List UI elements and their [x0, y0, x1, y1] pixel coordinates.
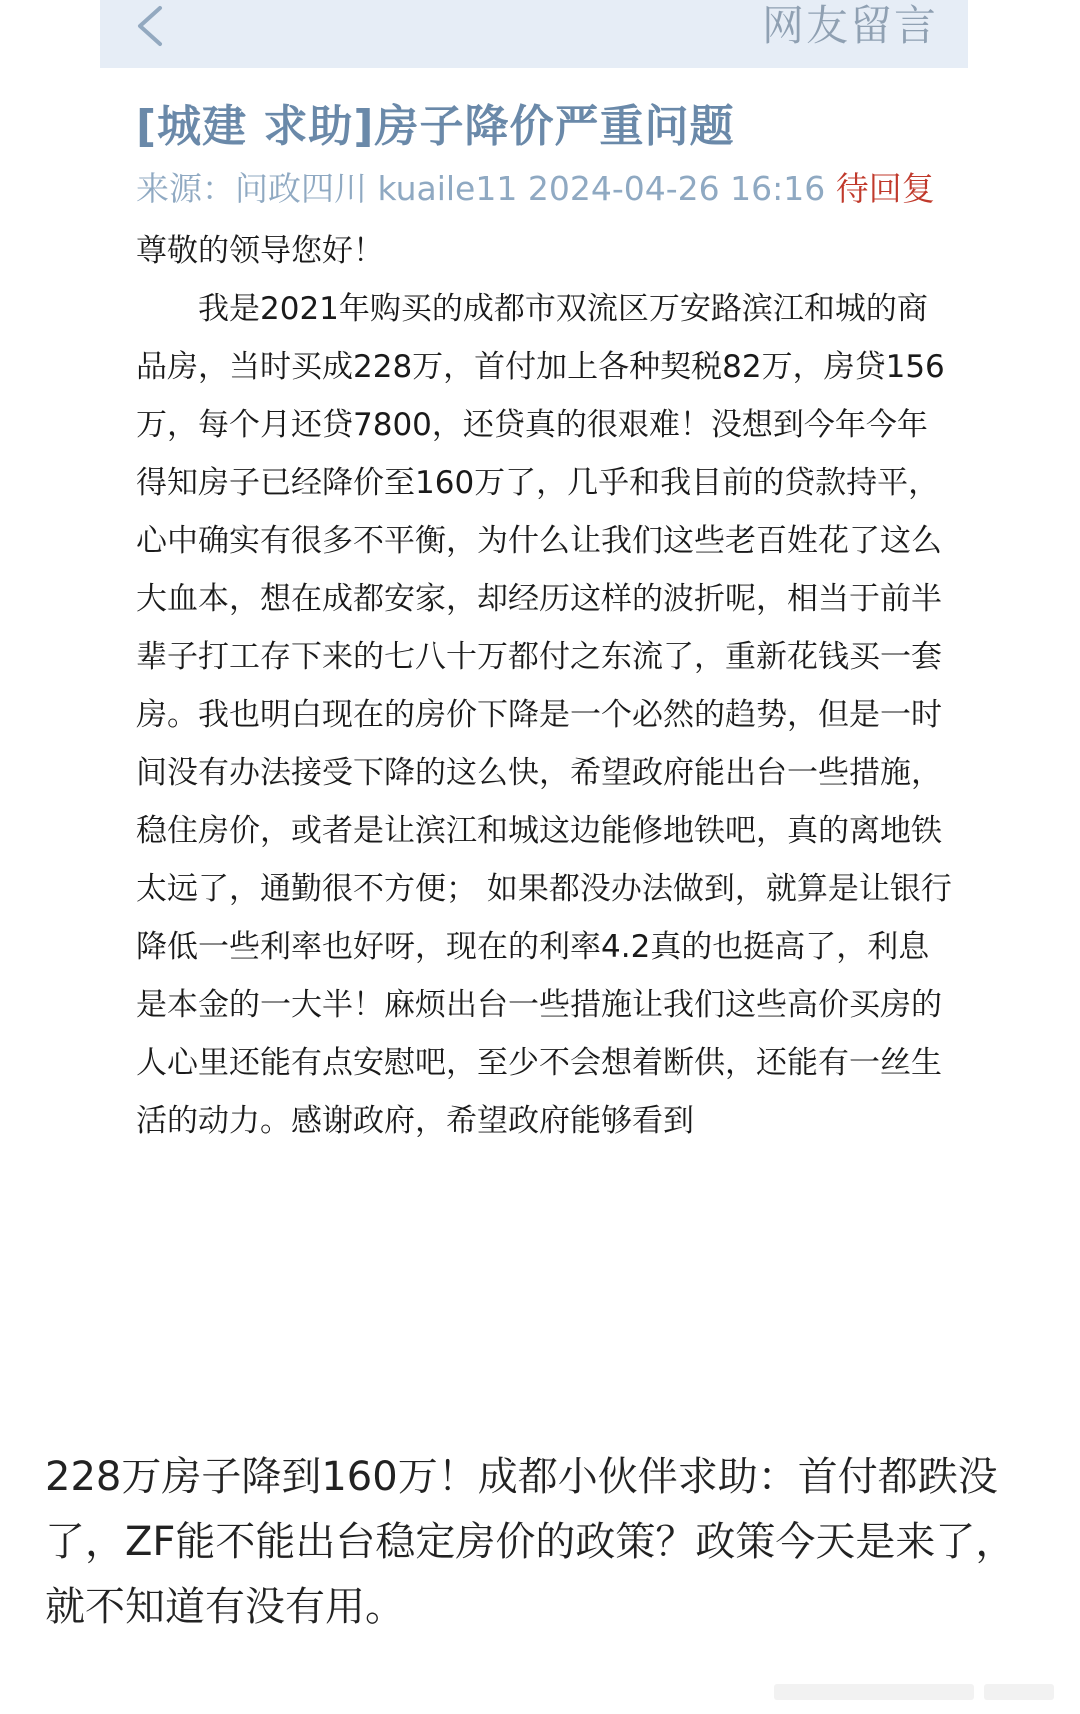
page-title: 网友留言	[761, 1, 938, 50]
watermark-image	[774, 1678, 1054, 1706]
share-caption: 228万房子降到160万！成都小伙伴求助：首付都跌没了，ZF能不能出台稳定房价的政策？政策今天是来了，就不知道有没有用。	[45, 1454, 1016, 1630]
top-nav-bar	[100, 0, 968, 68]
post-source-author-date: 来源：问政四川 kuaile11 2024-04-26 16:16	[136, 169, 836, 208]
back-button[interactable]	[130, 2, 180, 52]
post-meta	[136, 162, 956, 216]
post-article	[136, 92, 956, 1150]
post-body: 我是2021年购买的成都市双流区万安路滨江和城的商品房，当时买成228万，首付加上各种契税82万，房贷156万，每个月还贷7800，还贷真的很艰难！没想到今年今年得知房子已经降价至160万了，几乎和我目前的贷款持平，心中确实有很多不平衡，为什么让我们这些老百姓花了这么大血本，想在成都安家，却经历这样的波折呢，相当于前半辈子打工存下来的七八十万都付之东流了，重新花钱买一套房。我也明白现在的房价下降是一个必然的趋势，但是一时间没有办法接受下降的这么快，希望政府能出台一些措施，稳住房价，或者是让滨江和城这边能修地铁吧，真的离地铁太远了，通勤很不方便； 如果都没办法做到，就算是让银行降低一些利率也好呀，现在的利率4.2真的也挺高了，利息是本金的一大半！麻烦出台一些措施让我们这些高价买房的人心里还能有点安慰吧，至少不会想着断供，还能有一丝生活的动力。感谢政府，希望政府能够看到	[136, 291, 952, 1139]
post-title: [城建 求助]房子降价严重问题	[136, 101, 735, 152]
chevron-left-icon	[130, 2, 180, 52]
post-greeting: 尊敬的领导您好！	[136, 233, 384, 269]
reply-status-badge: 待回复	[835, 169, 935, 208]
